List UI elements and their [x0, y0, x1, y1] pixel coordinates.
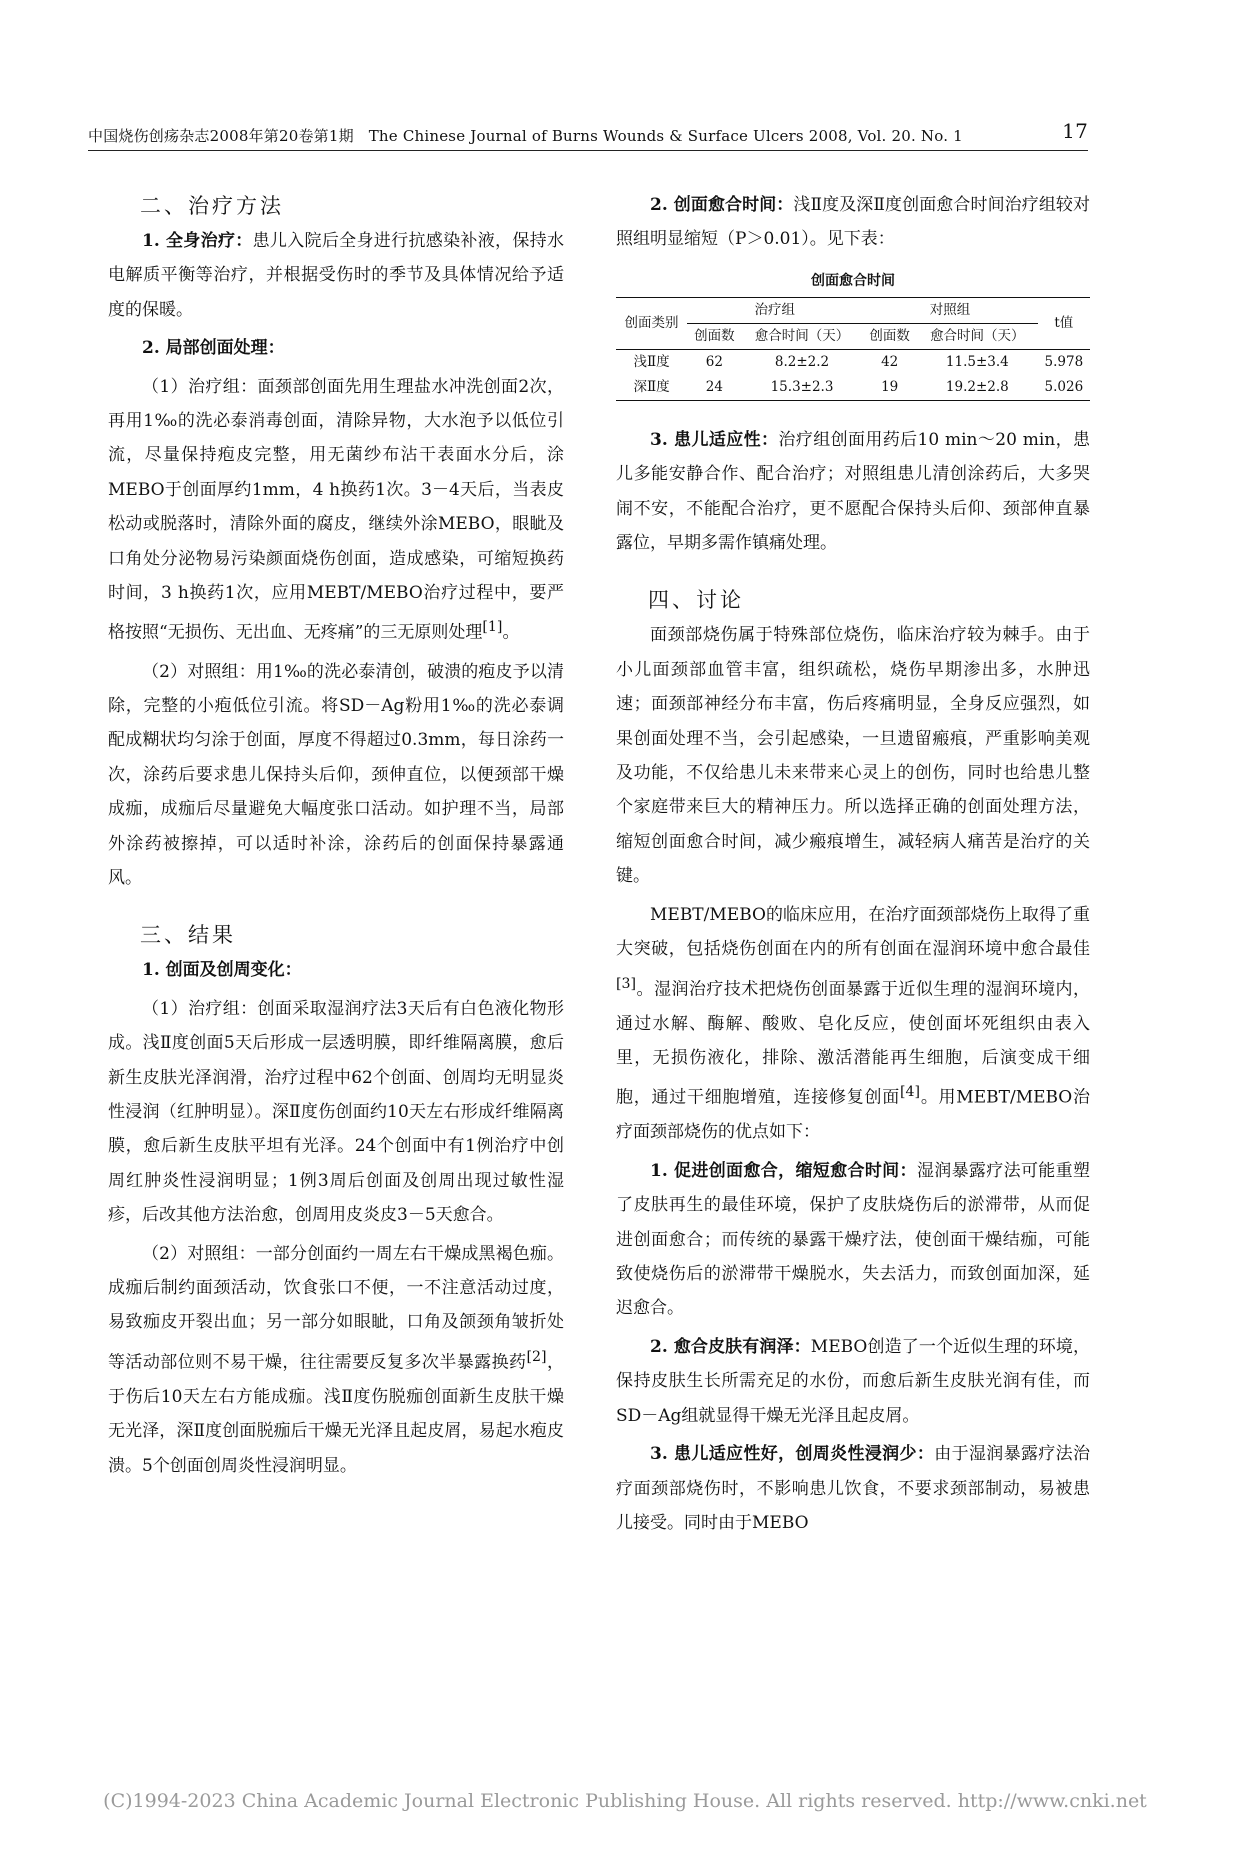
- table-subheader-row: [616, 323, 1090, 349]
- table-cell: 24: [705, 378, 723, 395]
- table-cell: 8.2±2.2: [774, 353, 830, 370]
- citation-ref: [2]: [526, 1348, 547, 1365]
- table-cell: 浅Ⅱ度: [633, 353, 670, 370]
- paragraph-local-wound-label: 2. 局部创面处理：: [142, 338, 285, 359]
- running-header: [88, 119, 1088, 151]
- table-header-count: 创面数: [687, 323, 742, 349]
- paragraph-healing-time: 2. 创面愈合时间：浅Ⅱ度及深Ⅱ度创面愈合时间治疗组较对照组明显缩短（P＞0.01）。见下表：: [616, 195, 1091, 250]
- paragraph-control-group-result: （2）对照组：一部分创面约一周左右干燥成黑褐色痂。成痂后制约面颈活动，饮食张口不便，一不注意活动过度，易致痂皮开裂出血；另一部分如眼眦，口角及颌颈角皱折处等活动部位则不易干燥，往往需要反复多次半暴露换药[2]，于伤后10天左右方能成痂。浅Ⅱ度伤脱痂创面新生皮肤干燥无光泽，深Ⅱ度创面脱痂后干燥无光泽且起皮屑，易起水疱皮溃。5个创面创周炎性浸润明显。: [108, 1243, 564, 1476]
- table-cell: 19: [881, 378, 899, 395]
- table-header-control-group: 对照组: [929, 301, 971, 318]
- table-header-t-value: t值: [1054, 314, 1074, 331]
- table-cell: 42: [881, 353, 899, 370]
- table-caption: 创面愈合时间: [811, 272, 895, 289]
- paragraph-advantage-adaptability: 3. 患儿适应性好，创周炎性浸润少：由于湿润暴露疗法治疗面颈部烧伤时，不影响患儿饮食，不要求颈部制动，易被患儿接受。同时由于MEBO: [616, 1444, 1090, 1533]
- citation-ref: [1]: [482, 619, 503, 636]
- journal-title-en: The Chinese Journal of Burns Wounds & Surface Ulcers 2008, Vol. 20. No. 1: [368, 127, 963, 145]
- page-number: 17: [1062, 119, 1088, 143]
- paragraph-systemic-treatment: 1. 全身治疗：患儿入院后全身进行抗感染补液，保持水电解质平衡等治疗，并根据受伤时的季节及具体情况给予适度的保暖。: [108, 231, 564, 320]
- table-header-count: 创面数: [862, 323, 917, 349]
- table-cell: 62: [705, 353, 723, 370]
- table-cell: 11.5±3.4: [945, 353, 1009, 370]
- section-title-treatment: 二、治疗方法: [140, 194, 284, 218]
- table-cell: 5.978: [1044, 353, 1084, 370]
- journal-title-cn: 中国烧伤创疡杂志2008年第20卷第1期: [88, 127, 354, 145]
- table-header-days: 愈合时间（天）: [917, 323, 1038, 349]
- table-row: [616, 349, 1090, 375]
- citation-ref: [4]: [900, 1084, 921, 1101]
- table-row: [616, 375, 1090, 401]
- table-cell: 深Ⅱ度: [633, 378, 670, 395]
- table-header-treatment-group: 治疗组: [754, 301, 795, 318]
- right-column: [616, 188, 1090, 1544]
- section-title-results: 三、结果: [140, 923, 236, 948]
- paragraph-patient-adaptability: 3. 患儿适应性：治疗组创面用药后10 min～20 min，患儿多能安静合作、配合治疗；对照组患儿清创涂药后，大多哭闹不安，不能配合治疗，更不愿配合保持头后仰、颈部伸直暴露位，早期多需作镇痛处理。: [616, 429, 1090, 554]
- table-cell: 19.2±2.8: [945, 378, 1009, 395]
- left-column: [108, 188, 564, 1487]
- healing-time-table: [616, 297, 1090, 401]
- paragraph-wound-changes-label: 1. 创面及创周变化：: [142, 960, 302, 981]
- table-cell: 15.3±2.3: [770, 378, 834, 395]
- paragraph-advantage-moisture: 2. 愈合皮肤有润泽：MEBO创造了一个近似生理的环境，保持皮肤生长所需充足的水份，而愈后新生皮肤光润有佳，而SD－Ag组就显得干燥无光泽且起皮屑。: [616, 1336, 1090, 1426]
- paragraph-mebt-mebo: MEBT/MEBO的临床应用，在治疗面颈部烧伤上取得了重大突破，包括烧伤创面在内的所有创面在湿润环境中愈合最佳[3]。湿润治疗技术把烧伤创面暴露于近似生理的湿润环境内，通过水解、酶解、酸败、皂化反应，使创面坏死组织由表入里，无损伤液化，排除、激活潜能再生细胞，后演变成干细胞，通过干细胞增殖，连接修复创面[4]。用MEBT/MEBO治疗面颈部烧伤的优点如下：: [616, 904, 1090, 1143]
- paragraph-control-group-method: （2）对照组：用1‰的洗必泰清创，破溃的疱皮予以清除，完整的小疱低位引流。将SD－Ag粉用1‰的洗必泰调配成糊状均匀涂于创面，厚度不得超过0.3mm，每日涂药一次，涂药后要求患儿保持头后仰，颈伸直位，以便颈部干燥成痂，成痂后尽量避免大幅度张口活动。如护理不当，局部外涂药被擦掉，可以适时补涂，涂药后的创面保持暴露通风。: [108, 661, 564, 888]
- paragraph-advantage-healing: 1. 促进创面愈合，缩短愈合时间：湿润暴露疗法可能重塑了皮肤再生的最佳环境，保护了皮肤烧伤后的淤滞带，从而促进创面愈合；而传统的暴露干燥疗法，使创面干燥结痂，可能致使烧伤后的淤滞带干燥脱水，失去活力，而致创面加深，延迟愈合。: [616, 1160, 1090, 1319]
- table-header-type: 创面类别: [624, 314, 679, 331]
- table-header-row: [616, 297, 1090, 323]
- paragraph-discussion-intro: 面颈部烧伤属于特殊部位烧伤，临床治疗较为棘手。由于小儿面颈部血管丰富，组织疏松，烧伤早期渗出多，水肿迅速；面颈部神经分布丰富，伤后疼痛明显，全身反应强烈，如果创面处理不当，会引起感染，一旦遗留瘢痕，严重影响美观及功能，不仅给患儿未来带来心灵上的创伤，同时也给患儿整个家庭带来巨大的精神压力。所以选择正确的创面处理方法，缩短创面愈合时间，减少瘢痕增生，减轻病人痛苦是治疗的关键。: [616, 625, 1090, 887]
- paragraph-treatment-group-method: （1）治疗组：面颈部创面先用生理盐水冲洗创面2次，再用1‰的洗必泰消毒创面，清除异物，大水泡予以低位引流，尽量保持疱皮完整，用无菌纱布沾干表面水分后，涂MEBO于创面厚约1mm，4 h换药1次。3－4天后，当表皮松动或脱落时，清除外面的腐皮，继续外涂MEBO，眼眦及口角处分泌物易污染颜面烧伤创面，造成感染，可缩短换药时间，3 h换药1次，应用MEBT/MEBO治疗过程中，要严格按照“无损伤、无出血、无疼痛”的三无原则处理[1]。: [108, 376, 564, 644]
- copyright-footer: (C)1994-2023 China Academic Journal Electronic Publishing House. All rights reserved. http://www.cnki.net: [103, 1790, 1147, 1812]
- paragraph-treatment-group-result: （1）治疗组：创面采取湿润疗法3天后有白色液化物形成。浅Ⅱ度创面5天后形成一层透明膜，即纤维隔离膜，愈后新生皮肤光泽润滑，治疗过程中62个创面、创周均无明显炎性浸润（红肿明显）。深Ⅱ度伤创面约10天左右形成纤维隔离膜，愈后新生皮肤平坦有光泽。24个创面中有1例治疗中创周红肿炎性浸润明显；1例3周后创面及创周出现过敏性湿疹，后改其他方法治愈，创周用皮炎皮3－5天愈合。: [108, 998, 564, 1226]
- table-header-days: 愈合时间（天）: [742, 323, 863, 349]
- citation-ref: [3]: [616, 975, 637, 992]
- table-cell: 5.026: [1044, 378, 1084, 395]
- section-title-discussion: 四、讨论: [648, 588, 744, 613]
